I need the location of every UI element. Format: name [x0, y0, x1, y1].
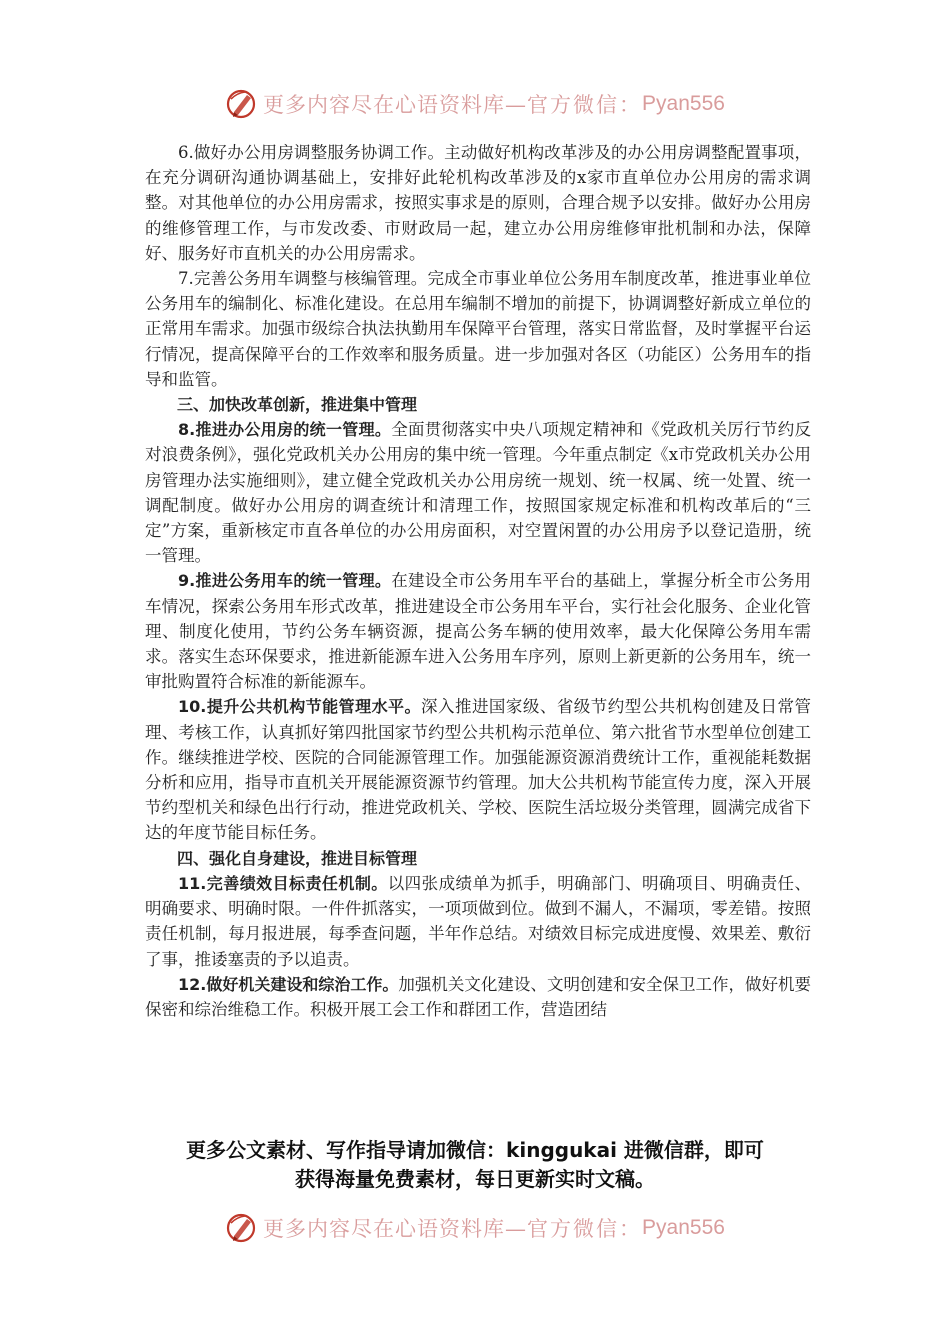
paragraph-text: 7.完善公务用车调整与核编管理。完成全市事业单位公务用车制度改革，推进事业单位公务用车的编制化、标准化建设。在总用车编制不增加的前提下，协调调整好新成立单位的正常用车需求。加强市级综合执法执勤用车保障平台管理，落实日常监督，及时掌握平台运行情况，提高保障平台的工作效率和服务质量。进一步加强对各区（功能区）公务用车的指导和监管。	[145, 269, 811, 389]
pen-logo-icon	[225, 87, 259, 121]
section-heading-4: 四、强化自身建设，推进目标管理	[177, 848, 418, 868]
paragraph-11	[145, 871, 811, 972]
watermark-text: 更多内容尽在心语资料库—	[263, 93, 528, 117]
paragraph-lead: 11.完善绩效目标责任机制。	[178, 873, 388, 893]
promo-line-1: 更多公文素材、写作指导请加微信：kinggukai 进微信群，即可	[186, 1138, 764, 1162]
paragraph-text: 加强机关文化建设、文明创建和安全保卫工作，做好机要保密和综治维稳工作。积极开展工会工作和群团工作，营造团结	[145, 974, 811, 1019]
paragraph-lead: 12.做好机关建设和综治工作。	[178, 974, 399, 994]
watermark-header	[0, 82, 950, 126]
paragraph-7	[145, 266, 811, 392]
watermark-footer	[0, 1206, 950, 1250]
paragraph-lead: 8.推进办公用房的统一管理。	[178, 420, 392, 440]
paragraph-8	[145, 417, 811, 568]
promo-line-2: 获得海量免费素材，每日更新实时文稿。	[295, 1167, 655, 1191]
document-body	[145, 140, 811, 1022]
paragraph-text: 深入推进国家级、省级节约型公共机构创建及日常管理、考核工作，认真抓好第四批国家节约型公共机构示范单位、第六批省节水型单位创建工作。继续推进学校、医院的合同能源管理工作。加强能源资源消费统计工作，重视能耗数据分析和应用，指导市直机关开展能源资源节约管理。加大公共机构节能宣传力度，深入开展节约型机关和绿色出行行动，推进党政机关、学校、医院生活垃圾分类管理，圆满完成省下达的年度节能目标任务。	[145, 697, 811, 843]
paragraph-lead: 10.提升公共机构节能管理水平。	[178, 697, 422, 717]
paragraph-text: 全面贯彻落实中央八项规定精神和《党政机关厉行节约反对浪费条例》，强化党政机关办公用房的集中统一管理。今年重点制定《x市党政机关办公用房管理办法实施细则》，建立健全党政机关办公用房统一规划、统一权属、统一处置、统一调配制度。做好办公用房的调查统计和清理工作，按照国家规定标准和机构改革后的“三定”方案，重新核定市直各单位的办公用房面积，对空置闲置的办公用房予以登记造册，统一管理。	[145, 420, 812, 566]
paragraph-10	[145, 694, 811, 845]
pen-logo-icon	[225, 1211, 259, 1245]
paragraph-6	[145, 140, 811, 266]
paragraph-text: 在建设全市公务用车平台的基础上，掌握分析全市公务用车情况，探索公务用车形式改革，推进建设全市公务用车平台，实行社会化服务、企业化管理、制度化使用，节约公务车辆资源，提高公务车辆的使用效率，最大化保障公务用车需求。落实生态环保要求，推进新能源车进入公务用车序列，原则上新更新的公务用车，统一审批购置符合标准的新能源车。	[145, 571, 812, 692]
paragraph-12	[145, 972, 811, 1022]
paragraph-9	[145, 568, 811, 694]
paragraph-text: 以四张成绩单为抓手，明确部门、明确项目、明确责任、明确要求、明确时限。一件件抓落实，一项项做到位。做到不漏人，不漏项，零差错。按照责任机制，每月报进展，每季查问题，半年作总结。对绩效目标完成进度慢、效果差、敷衍了事，推诿塞责的予以追责。	[145, 873, 811, 969]
paragraph-text: 6.做好办公用房调整服务协调工作。主动做好机构改革涉及的办公用房调整配置事项，在充分调研沟通协调基础上，安排好此轮机构改革涉及的x家市直单位办公用房的需求调整。对其他单位的办公用房需求，按照实事求是的原则，合理合规予以安排。做好办公用房的维修管理工作，与市发改委、市财政局一起，建立办公用房维修审批机制和办法，保障好、服务好市直机关的办公用房需求。	[145, 143, 811, 263]
watermark-wechat-id: Pyan556	[642, 92, 725, 115]
watermark-wechat-label: 官方微信：	[527, 93, 643, 117]
watermark-wechat-id: Pyan556	[642, 1216, 725, 1239]
promo-notice	[140, 1136, 810, 1194]
watermark-text: 更多内容尽在心语资料库—	[263, 1217, 528, 1241]
watermark-wechat-label: 官方微信：	[527, 1217, 643, 1241]
paragraph-lead: 9.推进公务用车的统一管理。	[178, 571, 392, 591]
section-heading-3: 三、加快改革创新，推进集中管理	[177, 395, 418, 415]
